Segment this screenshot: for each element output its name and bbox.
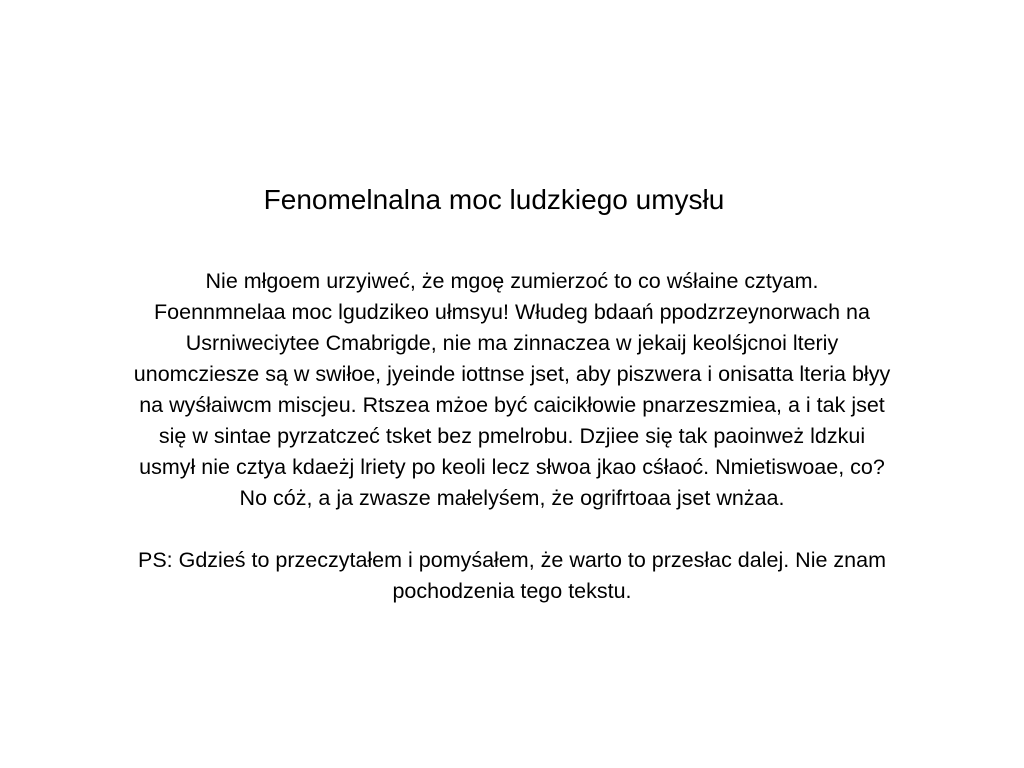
postscript-line: PS: Gdzieś to przeczytałem i pomyśałem, że warto to przesłac dalej. Nie znam: [137, 548, 886, 572]
paragraph-line: Foennmnelaa moc lgudzikeo ułmsyu! Włudeg bdaań ppodzrzeynorwach na: [154, 300, 870, 324]
paragraph-line: No cóż, a ja zwasze małelyśem, że ogrifrtoaa jset wnżaa.: [239, 486, 785, 510]
paragraph-line: usmył nie cztya kdaeżj lriety po keoli lecz słwoa jkao cśłaoć. Nmietiswoae, co?: [139, 455, 885, 479]
paragraph-line: Usrniweciytee Cmabrigde, nie ma zinnaczea w jekaij keolśjcnoi lteriy: [185, 331, 839, 355]
postscript: [50, 545, 974, 607]
slide-body: [50, 266, 974, 607]
paragraph-line: na wyśłaiwcm miscjeu. Rtszea mżoe być caicikłowie pnarzeszmiea, a i tak jset: [139, 393, 885, 417]
slide-title: Fenomelnalna moc ludzkiego umysłu: [263, 184, 725, 215]
paragraph-line: unomcziesze są w swiłoe, jyeinde iottnse jset, aby piszwera i onisatta lteria błyy: [133, 362, 891, 386]
scrambled-paragraph: [50, 266, 974, 514]
paragraph-line: się w sintae pyrzatczeć tsket bez pmelrobu. Dzjiee się tak paoinweż ldzkui: [158, 424, 866, 448]
postscript-line: pochodzenia tego tekstu.: [392, 579, 632, 603]
paragraph-line: Nie młgoem urzyiweć, że mgoę zumierzoć to co wśłaine cztyam.: [205, 269, 819, 293]
